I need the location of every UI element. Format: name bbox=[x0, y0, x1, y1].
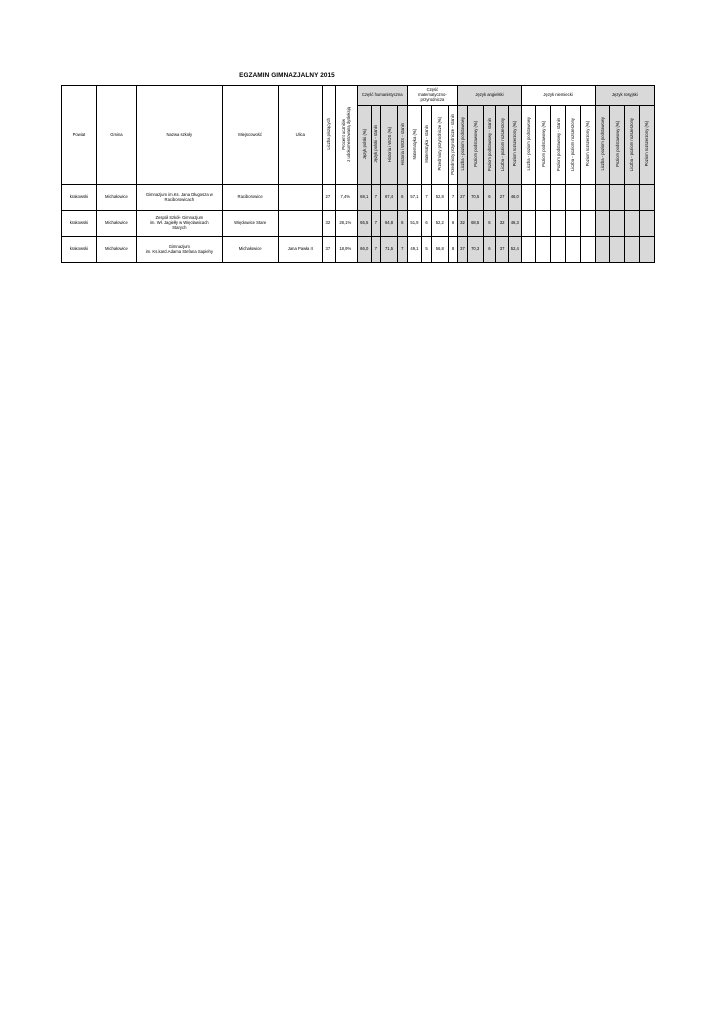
group-czesc-humanistyczna: Część humanistyczna bbox=[357, 86, 407, 106]
table-row bbox=[62, 211, 655, 237]
cell-ulica: Jana Pawła II bbox=[278, 237, 322, 263]
cell-polski-pct: 66,0 bbox=[357, 237, 371, 263]
cell-powiat: krakowski bbox=[62, 211, 97, 237]
cell-przyrodnicze-stanin: 6 bbox=[448, 211, 458, 237]
subheader-niem-poziom-rozsz-pct: Poziom rozszerzony (%) bbox=[580, 106, 595, 185]
document-title: EGZAMIN GIMNAZJALNY 2015 bbox=[239, 72, 335, 79]
cell-przyrodnicze-pct: 52,8 bbox=[431, 185, 448, 211]
subheader-historia-stanin: Historia i WOS - stanin bbox=[398, 106, 408, 185]
subheader-ros-liczba-rozsz: Liczba - poziom rozszerzony bbox=[625, 106, 640, 185]
cell-ang-poziom-rozsz-pct: 46,0 bbox=[508, 185, 521, 211]
cell-nazwa-szkoly: Zespół Szkół- Gimnazjum im. Wł. Jagiełły w Więcławicach Starych bbox=[137, 211, 223, 237]
cell-niem-liczba-podst bbox=[521, 211, 536, 237]
cell-ros-poziom-rozsz-pct bbox=[639, 185, 654, 211]
cell-ros-liczba-podst bbox=[595, 211, 610, 237]
cell-nazwa-szkoly: Gimnazjum im. Ks.kard.Adama Stefana Sapiehy bbox=[137, 237, 223, 263]
cell-przyrodnicze-pct: 56,8 bbox=[431, 237, 448, 263]
cell-historia-stanin: 7 bbox=[398, 237, 408, 263]
cell-przyrodnicze-stanin: 8 bbox=[448, 237, 458, 263]
cell-ros-poziom-podst-pct bbox=[610, 237, 625, 263]
cell-historia-stanin: 6 bbox=[398, 185, 408, 211]
subheader-niem-liczba-podst: Liczba - poziom podstawowy bbox=[521, 106, 536, 185]
cell-matematyka-stanin: 5 bbox=[422, 237, 432, 263]
cell-ang-poziom-rozsz-pct: 52,4 bbox=[508, 237, 521, 263]
subheader-ang-liczba-rozsz: Liczba - poziom rozszerzony bbox=[496, 106, 509, 185]
cell-dysleksja: 18,9% bbox=[335, 237, 357, 263]
cell-przyrodnicze-pct: 52,2 bbox=[431, 211, 448, 237]
cell-ang-liczba-podst: 37 bbox=[458, 237, 468, 263]
cell-ang-poziom-podst-stanin: 6 bbox=[483, 185, 496, 211]
cell-niem-liczba-rozsz bbox=[565, 211, 580, 237]
table-row bbox=[62, 185, 655, 211]
cell-polski-stanin: 7 bbox=[371, 237, 381, 263]
group-jezyk-angielski: Język angielski bbox=[458, 86, 521, 106]
header-nazwa-szkoly: Nazwa szkoły bbox=[137, 86, 223, 185]
cell-liczba: 37 bbox=[323, 237, 336, 263]
cell-niem-poziom-podst-stanin bbox=[551, 211, 566, 237]
cell-ros-liczba-rozsz bbox=[625, 211, 640, 237]
cell-historia-stanin: 6 bbox=[398, 211, 408, 237]
header-row-groups bbox=[62, 86, 655, 106]
subheader-matematyka-pct: Matematyka (%) bbox=[407, 106, 422, 185]
cell-niem-poziom-podst-pct bbox=[536, 237, 551, 263]
cell-powiat: krakowski bbox=[62, 237, 97, 263]
cell-matematyka-pct: 49,1 bbox=[407, 237, 422, 263]
group-jezyk-niemiecki: Język niemiecki bbox=[521, 86, 595, 106]
exam-results-table bbox=[61, 85, 655, 263]
cell-ros-liczba-podst bbox=[595, 237, 610, 263]
cell-ros-poziom-rozsz-pct bbox=[639, 237, 654, 263]
cell-ang-liczba-rozsz: 32 bbox=[496, 211, 509, 237]
cell-gmina: Michałowice bbox=[96, 237, 136, 263]
cell-ang-poziom-podst-pct: 70,5 bbox=[467, 185, 483, 211]
cell-ulica bbox=[278, 185, 322, 211]
group-jezyk-rosyjski: Język rosyjski bbox=[595, 86, 654, 106]
cell-niem-poziom-rozsz-pct bbox=[580, 211, 595, 237]
cell-liczba: 27 bbox=[323, 185, 336, 211]
cell-niem-poziom-podst-pct bbox=[536, 211, 551, 237]
cell-ang-liczba-rozsz: 37 bbox=[496, 237, 509, 263]
cell-ulica bbox=[278, 211, 322, 237]
subheader-niem-poziom-podst-stanin: Poziom podstawowy - stanin bbox=[551, 106, 566, 185]
header-miejscowosc: Miejscowość bbox=[222, 86, 278, 185]
cell-polski-pct: 68,1 bbox=[357, 185, 371, 211]
cell-ang-poziom-podst-stanin: 6 bbox=[483, 211, 496, 237]
table-row bbox=[62, 237, 655, 263]
cell-niem-poziom-rozsz-pct bbox=[580, 237, 595, 263]
cell-polski-pct: 65,5 bbox=[357, 211, 371, 237]
cell-liczba: 32 bbox=[323, 211, 336, 237]
subheader-ang-poziom-podst-pct: Poziom podstawowy (%) bbox=[467, 106, 483, 185]
cell-miejscowosc: Raciborowice bbox=[222, 185, 278, 211]
cell-ros-liczba-rozsz bbox=[625, 185, 640, 211]
cell-polski-stanin: 7 bbox=[371, 211, 381, 237]
cell-powiat: krakowski bbox=[62, 185, 97, 211]
cell-ang-poziom-podst-stanin: 6 bbox=[483, 237, 496, 263]
header-liczba-piszacych: Liczba piszących bbox=[323, 86, 336, 185]
subheader-przyrodnicze-pct: Przedmioty przyrodnicze (%) bbox=[431, 106, 448, 185]
cell-niem-liczba-rozsz bbox=[565, 237, 580, 263]
cell-niem-liczba-podst bbox=[521, 185, 536, 211]
cell-niem-liczba-podst bbox=[521, 237, 536, 263]
cell-nazwa-szkoly: Gimnazjum im.Ks. Jana Długosza w Raciborowicach bbox=[137, 185, 223, 211]
cell-niem-poziom-rozsz-pct bbox=[580, 185, 595, 211]
cell-gmina: Michałowice bbox=[96, 185, 136, 211]
cell-ang-liczba-podst: 32 bbox=[458, 211, 468, 237]
cell-miejscowosc: Michałowice bbox=[222, 237, 278, 263]
subheader-ang-poziom-rozsz-pct: Poziom rozszerzony (%) bbox=[508, 106, 521, 185]
cell-dysleksja: 7,4% bbox=[335, 185, 357, 211]
cell-dysleksja: 28,1% bbox=[335, 211, 357, 237]
subheader-ang-liczba-podst: Liczba - poziom podstawowy bbox=[458, 106, 468, 185]
cell-matematyka-stanin: 7 bbox=[422, 185, 432, 211]
subheader-ang-poziom-podst-stanin: Poziom podstawowy - stanin bbox=[483, 106, 496, 185]
subheader-ros-poziom-rozsz-pct: Poziom rozszerzony (%) bbox=[639, 106, 654, 185]
subheader-jezyk-polski-pct: Język polski (%) bbox=[357, 106, 371, 185]
subheader-ros-liczba-podst: Liczba - poziom podstawowy bbox=[595, 106, 610, 185]
cell-ang-poziom-podst-pct: 70,3 bbox=[467, 237, 483, 263]
header-procent-dysleksja: Procent uczniów z udokumentowaną dysleksją bbox=[335, 86, 357, 185]
cell-matematyka-stanin: 6 bbox=[422, 211, 432, 237]
cell-niem-poziom-podst-pct bbox=[536, 185, 551, 211]
group-czesc-matematyczna: Część matematyczno- przyrodnicza bbox=[407, 86, 458, 106]
cell-ang-poziom-rozsz-pct: 46,3 bbox=[508, 211, 521, 237]
subheader-niem-liczba-rozsz: Liczba - poziom rozszerzony bbox=[565, 106, 580, 185]
cell-polski-stanin: 7 bbox=[371, 185, 381, 211]
cell-ang-liczba-podst: 27 bbox=[458, 185, 468, 211]
cell-historia-pct: 67,4 bbox=[381, 185, 398, 211]
cell-ros-liczba-podst bbox=[595, 185, 610, 211]
subheader-jezyk-polski-stanin: Język polski - stanin bbox=[371, 106, 381, 185]
cell-ang-liczba-rozsz: 27 bbox=[496, 185, 509, 211]
cell-matematyka-pct: 51,9 bbox=[407, 211, 422, 237]
cell-matematyka-pct: 57,1 bbox=[407, 185, 422, 211]
cell-miejscowosc: Więcławice Stare bbox=[222, 211, 278, 237]
cell-ros-poziom-podst-pct bbox=[610, 211, 625, 237]
cell-niem-poziom-podst-stanin bbox=[551, 185, 566, 211]
cell-niem-liczba-rozsz bbox=[565, 185, 580, 211]
subheader-niem-poziom-podst-pct: Poziom podstawowy (%) bbox=[536, 106, 551, 185]
subheader-ros-poziom-podst-pct: Poziom podstawowy (%) bbox=[610, 106, 625, 185]
subheader-historia-pct: Historia i WOS (%) bbox=[381, 106, 398, 185]
subheader-przyrodnicze-stanin: Przedmioty przyrodnicze - stanin bbox=[448, 106, 458, 185]
cell-ang-poziom-podst-pct: 68,5 bbox=[467, 211, 483, 237]
header-powiat: Powiat bbox=[62, 86, 97, 185]
cell-historia-pct: 64,8 bbox=[381, 211, 398, 237]
cell-przyrodnicze-stanin: 7 bbox=[448, 185, 458, 211]
cell-historia-pct: 71,5 bbox=[381, 237, 398, 263]
subheader-matematyka-stanin: Matematyka - stanin bbox=[422, 106, 432, 185]
header-gmina: Gmina bbox=[96, 86, 136, 185]
cell-ros-liczba-rozsz bbox=[625, 237, 640, 263]
cell-gmina: Michałowice bbox=[96, 211, 136, 237]
header-ulica: Ulica bbox=[278, 86, 322, 185]
cell-ros-poziom-rozsz-pct bbox=[639, 211, 654, 237]
cell-niem-poziom-podst-stanin bbox=[551, 237, 566, 263]
cell-ros-poziom-podst-pct bbox=[610, 185, 625, 211]
